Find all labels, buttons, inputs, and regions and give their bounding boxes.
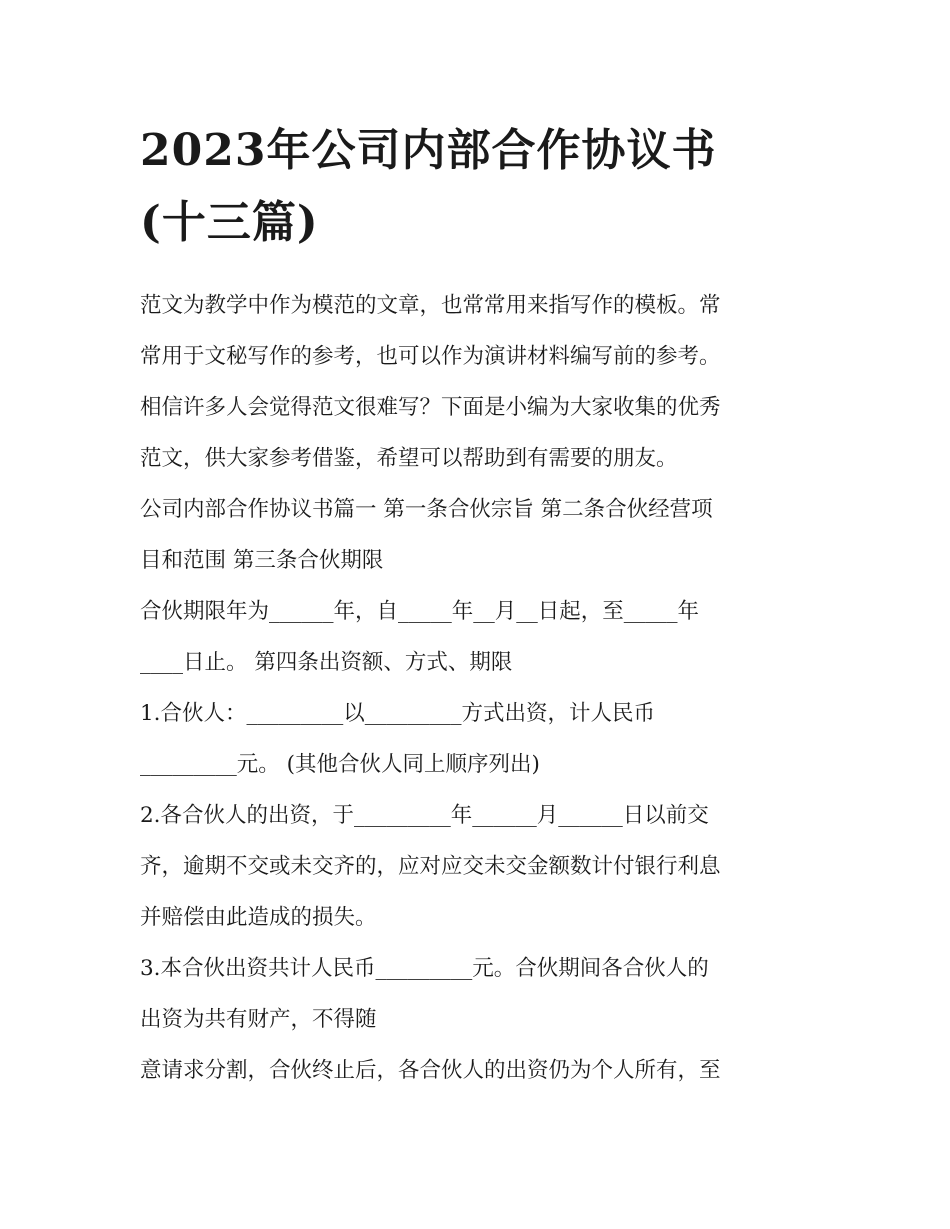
- text-line: 范文，供大家参考借鉴，希望可以帮助到有需要的朋友。: [140, 446, 678, 471]
- text-line: 公司内部合作协议书篇一 第一条合伙宗旨 第二条合伙经营项: [140, 497, 713, 522]
- text-line: _________元。 (其他合伙人同上顺序列出): [140, 752, 540, 777]
- text-line: 意请求分割，合伙终止后，各合伙人的出资仍为个人所有，至: [140, 1058, 721, 1083]
- document-body: [140, 280, 820, 1096]
- text-line: 常用于文秘写作的参考，也可以作为演讲材料编写前的参考。: [140, 344, 721, 369]
- text-line: ____日止。 第四条出资额、方式、期限: [140, 650, 513, 675]
- text-line: 相信许多人会觉得范文很难写？下面是小编为大家收集的优秀: [140, 395, 721, 420]
- document-title: [140, 115, 840, 259]
- text-line: 范文为教学中作为模范的文章，也常常用来指写作的模板。常: [140, 293, 721, 318]
- title-line-2: (十三篇): [140, 197, 319, 248]
- text-line: 1.合伙人：_________以_________方式出资，计人民币: [140, 701, 656, 726]
- text-line: 出资为共有财产，不得随: [140, 1007, 377, 1032]
- text-line: 目和范围 第三条合伙期限: [140, 548, 384, 573]
- text-line: 3.本合伙出资共计人民币_________元。合伙期间各合伙人的: [140, 956, 709, 981]
- text-line: 并赔偿由此造成的损失。: [140, 905, 377, 930]
- text-line: 合伙期限年为______年，自_____年__月__日起，至_____年: [140, 599, 700, 624]
- text-line: 2.各合伙人的出资，于_________年______月______日以前交: [140, 803, 709, 828]
- text-line: 齐，逾期不交或未交齐的，应对应交未交金额数计付银行利息: [140, 854, 721, 879]
- title-line-1: 2023年公司内部合作协议书: [140, 125, 717, 176]
